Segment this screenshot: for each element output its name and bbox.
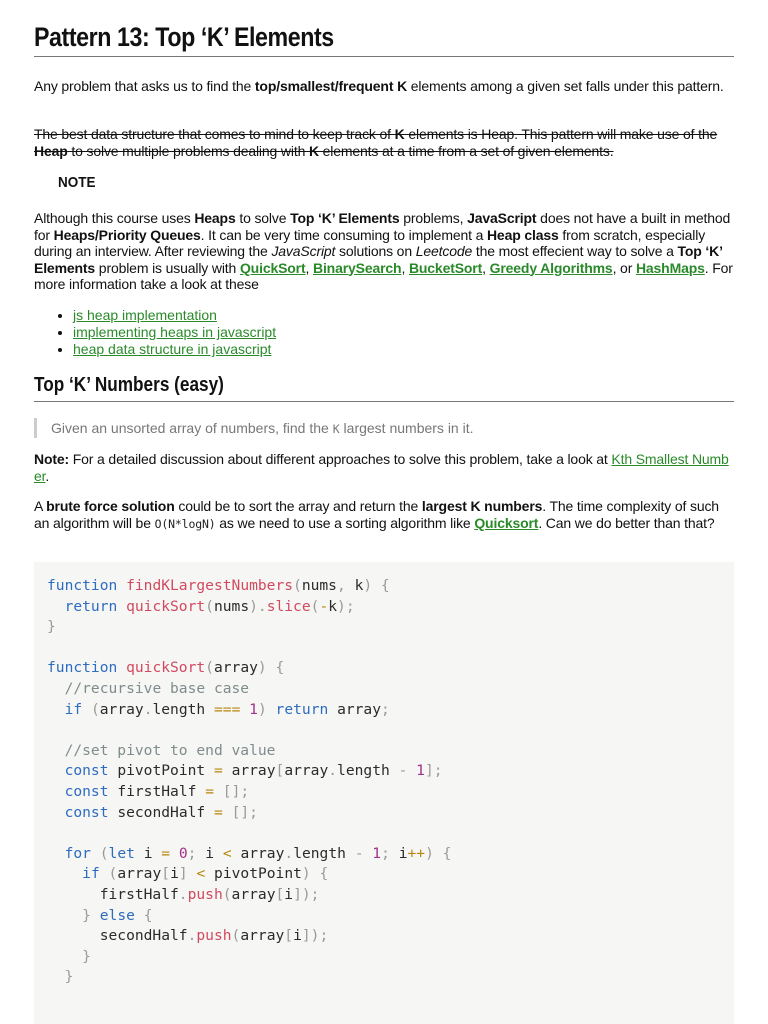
brute-bold: brute force solution bbox=[46, 498, 175, 514]
page-title: Pattern 13: Top ‘K’ Elements bbox=[34, 22, 334, 52]
list-item bbox=[73, 341, 276, 358]
note-paragraph bbox=[34, 210, 736, 293]
list-item bbox=[73, 324, 276, 341]
note-italic-leetcode: Leetcode bbox=[415, 243, 473, 259]
brute-paragraph bbox=[34, 498, 736, 532]
code-block bbox=[34, 562, 734, 1024]
brute-text: A bbox=[34, 498, 47, 514]
note-sep: , or bbox=[612, 259, 636, 276]
intro-bold: top/smallest/frequent K bbox=[254, 78, 408, 94]
brute-text-5: . Can we do better than that? bbox=[538, 514, 715, 531]
code-listing: function findKLargestNumbers(nums, k) { return quickSort(nums).slice(-k); } function quickSort(array) { //recursive base case if (array.length === 1) return array; //set pivot to end value const pivotPoint = array[array.length - 1]; const firstHalf = []; const secondHalf = []; for (let i = 0; i < array.length - 1; i++) { if (array[i] < pivotPoint) { firstHalf.push(array[i]); } else { secondHalf.push(array[i]); } } bbox=[47, 577, 452, 986]
note-text: Although this course uses bbox=[34, 210, 195, 226]
complexity-code: O(N*logN) bbox=[154, 516, 216, 531]
note-sep: , bbox=[305, 259, 313, 276]
note2-text-2: . bbox=[45, 467, 50, 484]
section-title: Top ‘K’ Numbers (easy) bbox=[34, 374, 224, 396]
note-text: . It can be very time consuming to implement a bbox=[200, 226, 487, 243]
struck-paragraph bbox=[34, 126, 736, 159]
note-text: problems, bbox=[399, 210, 468, 226]
brute-bold-2: largest K numbers bbox=[421, 498, 543, 514]
hashmaps-link[interactable]: HashMaps bbox=[635, 259, 705, 276]
note-text: . For more information take a look at these bbox=[34, 259, 733, 292]
note-bold-heaps: Heaps bbox=[194, 210, 236, 226]
js-heap-implementation-link[interactable]: js heap implementation bbox=[73, 307, 217, 323]
quote-text-2: largest numbers in it. bbox=[339, 420, 474, 436]
quicksort-link[interactable]: QuickSort bbox=[239, 259, 306, 276]
note-bold-javascript: JavaScript bbox=[467, 210, 537, 226]
title-divider bbox=[34, 56, 734, 57]
struck-bold-k-2: K bbox=[308, 142, 319, 159]
note-italic-javascript: JavaScript bbox=[271, 243, 336, 259]
struck-bold-k: K bbox=[394, 126, 405, 142]
brute-text-3: . The time complexity of such an algorithm will be bbox=[34, 498, 719, 531]
struck-text-3: to solve multiple problems dealing with bbox=[67, 142, 309, 159]
brute-text-2: could be to sort the array and return the bbox=[174, 498, 422, 514]
note2-bold: Note: bbox=[34, 451, 70, 467]
binarysearch-link[interactable]: BinarySearch bbox=[312, 259, 402, 276]
note2-text: For a detailed discussion about different approaches to solve this problem, take a look at bbox=[69, 451, 612, 467]
section-divider bbox=[34, 401, 734, 402]
note-bold-topk: Top ‘K’ Elements bbox=[290, 210, 400, 226]
note-label: NOTE bbox=[58, 174, 96, 191]
intro-text: Any problem that asks us to find the bbox=[34, 78, 255, 94]
note-text: from scratch, especially during an interview. After reviewing the bbox=[34, 226, 706, 259]
heap-data-structure-link[interactable]: heap data structure in javascript bbox=[73, 341, 272, 357]
intro-paragraph bbox=[34, 78, 736, 95]
quote-code: K bbox=[332, 422, 340, 436]
struck-text: The best data structure that comes to mind to keep track of bbox=[34, 126, 395, 142]
implementing-heaps-link[interactable]: implementing heaps in javascript bbox=[73, 324, 277, 340]
note-text: solutions on bbox=[335, 243, 416, 259]
struck-text-4: elements at a time from a set of given elements. bbox=[318, 142, 614, 159]
struck-text-2: elements is Heap. This pattern will make use of the bbox=[404, 126, 718, 142]
kth-smallest-number-link[interactable]: Kth Smallest Number bbox=[34, 451, 729, 484]
greedy-algorithms-link[interactable]: Greedy Algorithms bbox=[489, 259, 613, 276]
list-item bbox=[73, 307, 276, 324]
quicksort-link-2[interactable]: Quicksort bbox=[474, 514, 539, 531]
note-bold-heap-class: Heap class bbox=[486, 226, 559, 243]
problem-quote bbox=[34, 418, 751, 438]
note-text: problem is usually with bbox=[95, 259, 240, 276]
brute-text-4: as we need to use a sorting algorithm like bbox=[215, 514, 475, 531]
note-text: the most effecient way to solve a bbox=[472, 243, 678, 259]
note-bold-topk-2: Top ‘K’ Elements bbox=[34, 243, 723, 276]
note-text: does not have a built in method for bbox=[34, 210, 731, 243]
note-sep: , bbox=[482, 259, 490, 276]
struck-bold-heap: Heap bbox=[34, 142, 68, 159]
note-text: to solve bbox=[235, 210, 291, 226]
quote-text: Given an unsorted array of numbers, find the bbox=[51, 420, 333, 436]
intro-text-2: elements among a given set falls under this pattern. bbox=[407, 78, 724, 94]
note-sep: , bbox=[401, 259, 409, 276]
reference-links-list bbox=[34, 307, 276, 358]
bucketsort-link[interactable]: BucketSort bbox=[408, 259, 483, 276]
note-bold-heaps-pq: Heaps/Priority Queues bbox=[53, 226, 201, 243]
note2-paragraph bbox=[34, 451, 736, 484]
